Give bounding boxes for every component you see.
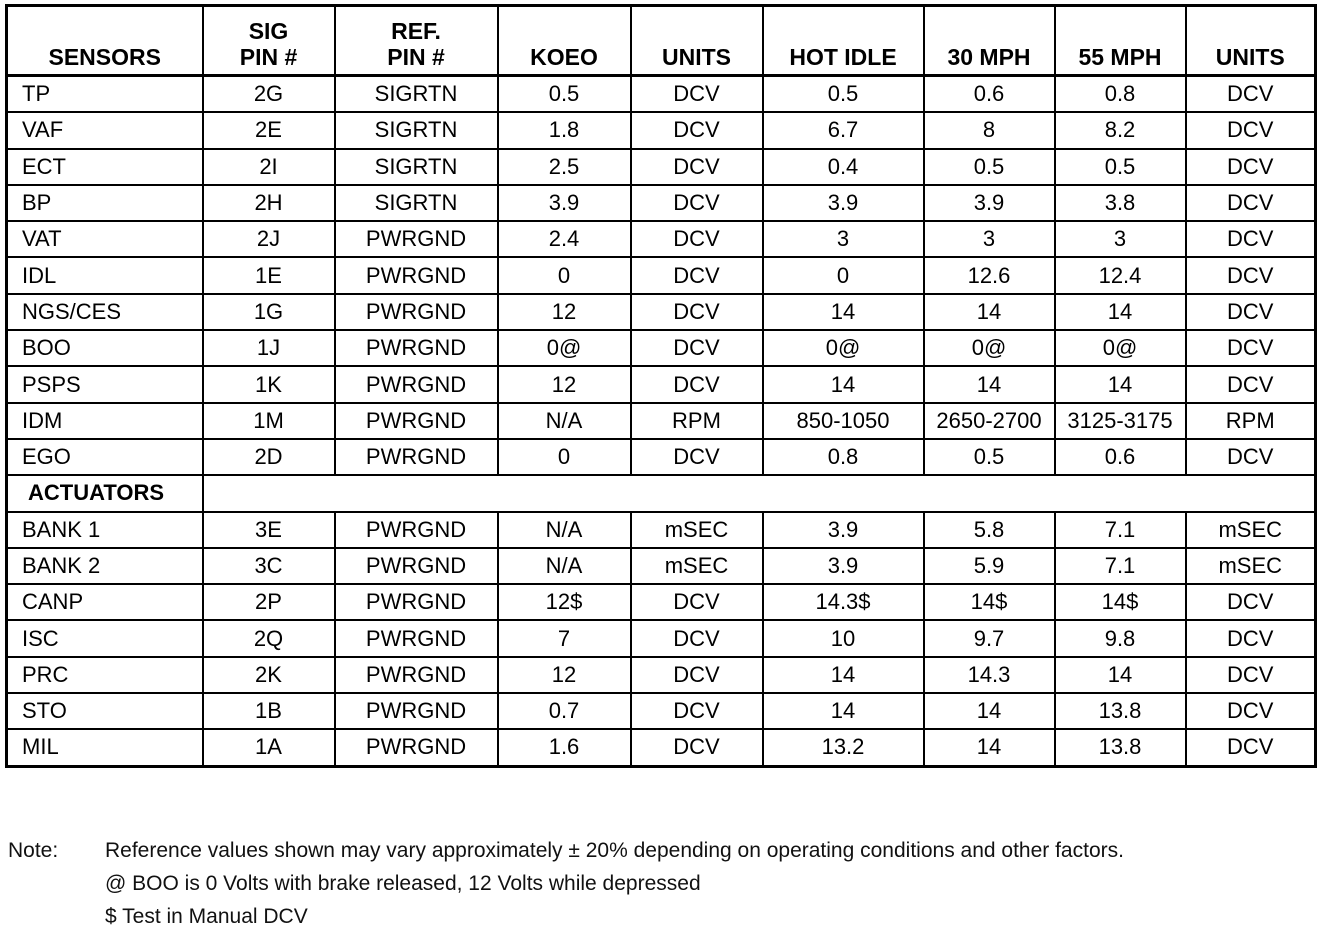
table-cell: 12: [498, 294, 631, 330]
component-name-cell: STO: [7, 693, 203, 729]
table-cell: PWRGND: [335, 366, 498, 402]
table-cell: mSEC: [1186, 512, 1316, 548]
table-cell: 0.6: [1055, 439, 1186, 475]
actuators-section-blank: [203, 475, 1316, 511]
table-cell: 2.4: [498, 221, 631, 257]
table-cell: DCV: [1186, 112, 1316, 148]
table-cell: 3: [924, 221, 1055, 257]
table-cell: 12.6: [924, 257, 1055, 293]
table-cell: 12: [498, 366, 631, 402]
table-cell: 14: [924, 366, 1055, 402]
sensor-row: [7, 185, 1316, 221]
table-cell: DCV: [631, 149, 763, 185]
table-cell: DCV: [631, 693, 763, 729]
table-cell: SIGRTN: [335, 185, 498, 221]
table-cell: SIGRTN: [335, 112, 498, 148]
table-cell: 13.8: [1055, 693, 1186, 729]
table-cell: PWRGND: [335, 584, 498, 620]
sensor-row: [7, 403, 1316, 439]
table-cell: 2G: [203, 76, 335, 113]
table-cell: 0@: [498, 330, 631, 366]
table-cell: SIGRTN: [335, 76, 498, 113]
table-cell: DCV: [1186, 657, 1316, 693]
table-cell: 0.8: [1055, 76, 1186, 113]
table-cell: DCV: [1186, 185, 1316, 221]
table-cell: 5.9: [924, 548, 1055, 584]
table-cell: mSEC: [631, 512, 763, 548]
header-units-2: UNITS: [1186, 6, 1316, 76]
sensor-row: [7, 257, 1316, 293]
table-header-row: [7, 6, 1316, 76]
table-cell: DCV: [1186, 620, 1316, 656]
table-cell: DCV: [1186, 729, 1316, 766]
table-cell: 3.8: [1055, 185, 1186, 221]
table-cell: 0.6: [924, 76, 1055, 113]
table-cell: 0@: [763, 330, 924, 366]
table-cell: 3E: [203, 512, 335, 548]
header-units: UNITS: [631, 6, 763, 76]
table-cell: 0.4: [763, 149, 924, 185]
sensor-row: [7, 366, 1316, 402]
header-30-mph: 30 MPH: [924, 6, 1055, 76]
table-cell: mSEC: [1186, 548, 1316, 584]
table-cell: DCV: [1186, 221, 1316, 257]
table-cell: 1M: [203, 403, 335, 439]
table-cell: 2H: [203, 185, 335, 221]
table-cell: 8: [924, 112, 1055, 148]
table-cell: 13.8: [1055, 729, 1186, 766]
actuator-row: [7, 620, 1316, 656]
table-cell: 2.5: [498, 149, 631, 185]
table-cell: DCV: [1186, 294, 1316, 330]
table-cell: DCV: [631, 366, 763, 402]
table-cell: DCV: [631, 294, 763, 330]
table-cell: PWRGND: [335, 657, 498, 693]
table-cell: DCV: [631, 221, 763, 257]
component-name-cell: PSPS: [7, 366, 203, 402]
table-cell: 9.7: [924, 620, 1055, 656]
actuator-row: [7, 512, 1316, 548]
table-cell: RPM: [631, 403, 763, 439]
table-cell: 14: [924, 729, 1055, 766]
note-lines: [105, 834, 1124, 933]
sensor-row: [7, 76, 1316, 113]
table-cell: PWRGND: [335, 221, 498, 257]
table-cell: DCV: [1186, 76, 1316, 113]
table-cell: PWRGND: [335, 439, 498, 475]
table-cell: 8.2: [1055, 112, 1186, 148]
table-cell: 0: [763, 257, 924, 293]
table-cell: 14: [763, 294, 924, 330]
table-cell: PWRGND: [335, 693, 498, 729]
sensor-row: [7, 112, 1316, 148]
table-cell: DCV: [631, 439, 763, 475]
table-cell: 7.1: [1055, 548, 1186, 584]
table-cell: mSEC: [631, 548, 763, 584]
table-cell: 14: [1055, 657, 1186, 693]
table-cell: 2J: [203, 221, 335, 257]
table-cell: N/A: [498, 548, 631, 584]
table-cell: 3.9: [763, 548, 924, 584]
table-cell: DCV: [631, 620, 763, 656]
table-cell: 850-1050: [763, 403, 924, 439]
note-line-tolerance: Reference values shown may vary approximately ± 20% depending on operating conditions and other factors.: [105, 839, 1124, 862]
table-cell: 14: [1055, 366, 1186, 402]
table-cell: 0.5: [924, 439, 1055, 475]
table-cell: PWRGND: [335, 403, 498, 439]
table-cell: PWRGND: [335, 729, 498, 766]
table-cell: 1.6: [498, 729, 631, 766]
table-cell: 2P: [203, 584, 335, 620]
actuator-row: [7, 548, 1316, 584]
table-cell: DCV: [631, 729, 763, 766]
component-name-cell: BP: [7, 185, 203, 221]
table-cell: 0.5: [763, 76, 924, 113]
note-line-boo: @ BOO is 0 Volts with brake released, 12 Volts while depressed: [105, 872, 701, 895]
table-cell: 3.9: [763, 185, 924, 221]
table-cell: DCV: [631, 112, 763, 148]
table-cell: 12$: [498, 584, 631, 620]
table-cell: 2E: [203, 112, 335, 148]
table-cell: 14.3: [924, 657, 1055, 693]
table-cell: 1A: [203, 729, 335, 766]
table-cell: 2650-2700: [924, 403, 1055, 439]
table-cell: 0.7: [498, 693, 631, 729]
actuator-row: [7, 657, 1316, 693]
table-body: [7, 76, 1316, 767]
component-name-cell: ISC: [7, 620, 203, 656]
header-ref-pin: REF. PIN #: [335, 6, 498, 76]
component-name-cell: VAT: [7, 221, 203, 257]
table-cell: DCV: [631, 257, 763, 293]
table-cell: 0@: [924, 330, 1055, 366]
component-name-cell: MIL: [7, 729, 203, 766]
component-name-cell: CANP: [7, 584, 203, 620]
component-name-cell: EGO: [7, 439, 203, 475]
table-cell: PWRGND: [335, 548, 498, 584]
table-cell: 3125-3175: [1055, 403, 1186, 439]
header-55-mph: 55 MPH: [1055, 6, 1186, 76]
table-cell: DCV: [631, 76, 763, 113]
table-cell: PWRGND: [335, 294, 498, 330]
table-cell: 3.9: [763, 512, 924, 548]
table-cell: 12: [498, 657, 631, 693]
table-cell: DCV: [631, 657, 763, 693]
table-cell: 14: [763, 657, 924, 693]
table-cell: 0.8: [763, 439, 924, 475]
actuator-row: [7, 693, 1316, 729]
table-cell: SIGRTN: [335, 149, 498, 185]
table-cell: DCV: [631, 584, 763, 620]
table-cell: DCV: [1186, 257, 1316, 293]
table-cell: PWRGND: [335, 257, 498, 293]
table-cell: DCV: [1186, 693, 1316, 729]
component-name-cell: TP: [7, 76, 203, 113]
table-cell: DCV: [1186, 366, 1316, 402]
table-cell: 3: [763, 221, 924, 257]
sensor-row: [7, 439, 1316, 475]
header-sensors: SENSORS: [7, 6, 203, 76]
table-cell: 0@: [1055, 330, 1186, 366]
table-cell: 7.1: [1055, 512, 1186, 548]
table-cell: PWRGND: [335, 330, 498, 366]
table-cell: PWRGND: [335, 512, 498, 548]
table-cell: 0.5: [924, 149, 1055, 185]
table-cell: 14: [924, 294, 1055, 330]
table-cell: DCV: [631, 330, 763, 366]
table-cell: 14: [924, 693, 1055, 729]
component-name-cell: BANK 2: [7, 548, 203, 584]
table-cell: 14$: [1055, 584, 1186, 620]
table-cell: 14$: [924, 584, 1055, 620]
table-cell: 3: [1055, 221, 1186, 257]
table-cell: 1G: [203, 294, 335, 330]
table-cell: 1K: [203, 366, 335, 402]
table-cell: RPM: [1186, 403, 1316, 439]
actuators-section-label: ACTUATORS: [7, 475, 203, 511]
table-cell: 6.7: [763, 112, 924, 148]
component-name-cell: BANK 1: [7, 512, 203, 548]
component-name-cell: ECT: [7, 149, 203, 185]
table-cell: 1J: [203, 330, 335, 366]
table-cell: 13.2: [763, 729, 924, 766]
table-cell: 2K: [203, 657, 335, 693]
table-cell: 3.9: [924, 185, 1055, 221]
table-cell: PWRGND: [335, 620, 498, 656]
table-cell: 0: [498, 257, 631, 293]
header-koeo: KOEO: [498, 6, 631, 76]
table-cell: 1B: [203, 693, 335, 729]
component-name-cell: PRC: [7, 657, 203, 693]
table-cell: 1E: [203, 257, 335, 293]
component-name-cell: NGS/CES: [7, 294, 203, 330]
table-cell: 5.8: [924, 512, 1055, 548]
sensor-row: [7, 294, 1316, 330]
table-cell: 2D: [203, 439, 335, 475]
actuator-row: [7, 729, 1316, 766]
table-cell: 14: [763, 693, 924, 729]
reference-values-table: [5, 4, 1317, 768]
component-name-cell: VAF: [7, 112, 203, 148]
table-cell: 3C: [203, 548, 335, 584]
table-cell: 2I: [203, 149, 335, 185]
table-cell: 0: [498, 439, 631, 475]
table-cell: 2Q: [203, 620, 335, 656]
table-cell: N/A: [498, 512, 631, 548]
table-cell: 9.8: [1055, 620, 1186, 656]
table-cell: 14: [763, 366, 924, 402]
note-label: Note:: [8, 839, 59, 862]
header-hot-idle: HOT IDLE: [763, 6, 924, 76]
table-cell: DCV: [1186, 149, 1316, 185]
table-cell: 10: [763, 620, 924, 656]
sensor-row: [7, 149, 1316, 185]
table-cell: DCV: [1186, 439, 1316, 475]
header-sig-pin: SIG PIN #: [203, 6, 335, 76]
table-cell: DCV: [1186, 330, 1316, 366]
component-name-cell: BOO: [7, 330, 203, 366]
table-cell: 1.8: [498, 112, 631, 148]
table-cell: N/A: [498, 403, 631, 439]
table-cell: 3.9: [498, 185, 631, 221]
table-cell: 14.3$: [763, 584, 924, 620]
table-cell: 0.5: [498, 76, 631, 113]
table-cell: 14: [1055, 294, 1186, 330]
table-cell: DCV: [1186, 584, 1316, 620]
component-name-cell: IDL: [7, 257, 203, 293]
actuators-section-row: [7, 475, 1316, 511]
table-cell: 0.5: [1055, 149, 1186, 185]
table-cell: 12.4: [1055, 257, 1186, 293]
sensor-row: [7, 221, 1316, 257]
table-cell: DCV: [631, 185, 763, 221]
component-name-cell: IDM: [7, 403, 203, 439]
note-line-canp: $ Test in Manual DCV: [105, 905, 308, 928]
sensor-row: [7, 330, 1316, 366]
table-cell: 7: [498, 620, 631, 656]
actuator-row: [7, 584, 1316, 620]
